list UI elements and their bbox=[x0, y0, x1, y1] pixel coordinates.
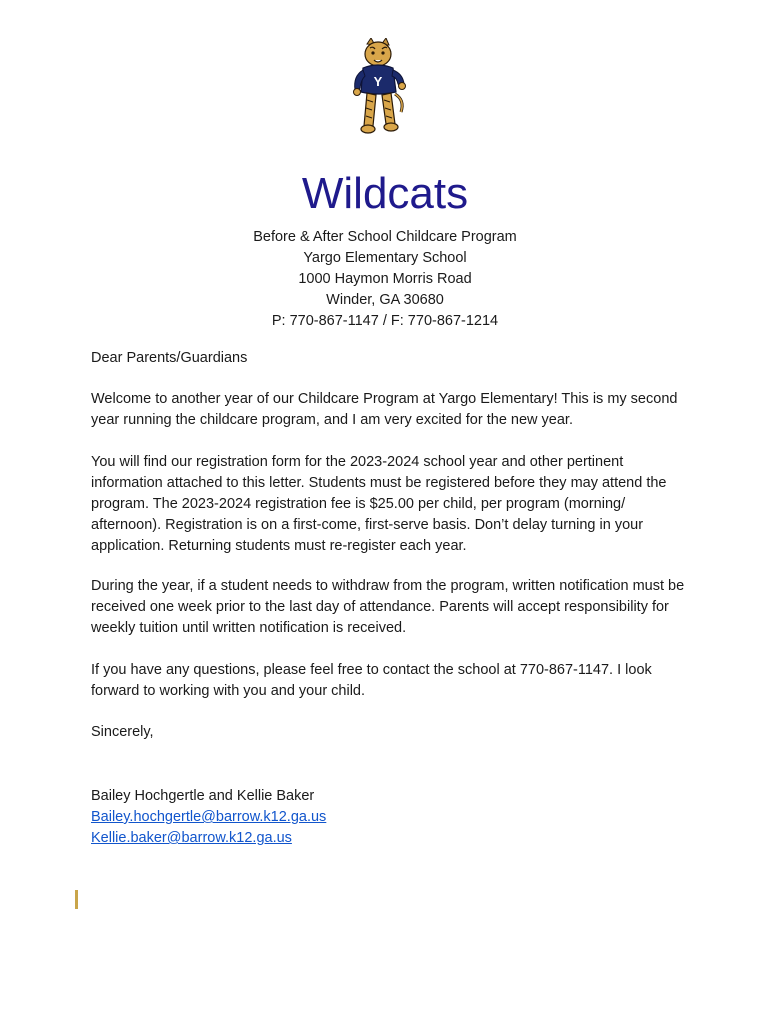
program-name: Before & After School Childcare Program bbox=[253, 229, 517, 245]
wildcat-mascot-icon bbox=[349, 38, 407, 136]
welcome-paragraph: Welcome to another year of our Childcare Program at Yargo Elementary! This is my second year running the childcare program, and I am very excited for the new year. bbox=[91, 391, 678, 428]
contact-paragraph: If you have any questions, please feel free to contact the school at 770-867-1147. I look forward to working with you and your child. bbox=[91, 662, 652, 699]
withdrawal-paragraph: During the year, if a student needs to withdraw from the program, written notification must be received one week prior to the last day of attendance. Parents will accept responsibility for weekly tuition until written notification is received. bbox=[91, 578, 685, 636]
salutation: Dear Parents/Guardians bbox=[91, 350, 248, 366]
signer-names: Bailey Hochgertle and Kellie Baker bbox=[91, 788, 315, 804]
email-link-bailey[interactable]: Bailey.hochgertle@barrow.k12.ga.us bbox=[91, 809, 327, 825]
registration-paragraph: You will find our registration form for the 2023-2024 school year and other pertinent information attached to this letter. Students must be registered before they may attend the program. The 2023-2024 registration fee is $25.00 per child, per program (morning/ afternoon). Registration is on a first-come, first-serve basis. Don’t delay turning in your application. Returning students must re-register each year. bbox=[91, 454, 667, 554]
street-address: 1000 Haymon Morris Road bbox=[298, 271, 472, 287]
email-link-kellie[interactable]: Kellie.baker@barrow.k12.ga.us bbox=[91, 830, 292, 846]
text-cursor-marker bbox=[75, 890, 78, 909]
phone-fax: P: 770-867-1147 / F: 770-867-1214 bbox=[271, 313, 499, 329]
school-name: Yargo Elementary School bbox=[303, 250, 467, 266]
svg-text:Y: Y bbox=[373, 74, 383, 89]
page-title: Wildcats bbox=[301, 169, 469, 218]
program-header bbox=[0, 227, 770, 332]
signature-block bbox=[91, 786, 691, 849]
closing: Sincerely, bbox=[91, 724, 154, 740]
city-state-zip: Winder, GA 30680 bbox=[326, 292, 444, 308]
